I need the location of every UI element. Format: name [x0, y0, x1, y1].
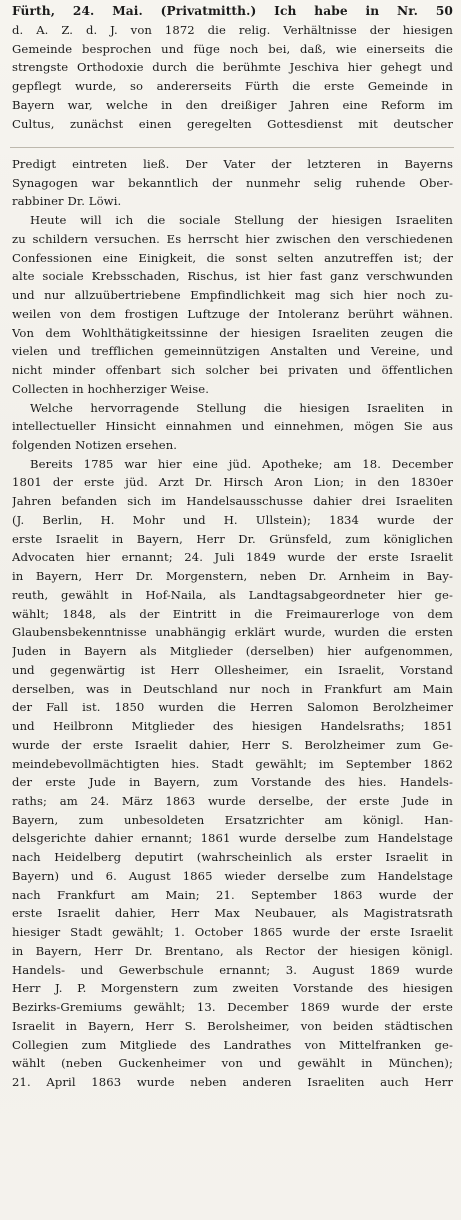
- text-line: nach Heidelberg deputirt (wahrscheinlich als erster Israelit in: [12, 850, 453, 865]
- text-line: Heute will ich die sociale Stellung der hiesigen Israeliten: [30, 213, 453, 228]
- text-line: Collecten in hochherziger Weise.: [12, 381, 209, 396]
- text-line: gepflegt wurde, so andererseits Fürth die erste Gemeinde in: [12, 79, 453, 93]
- text-line: d. A. Z. d. J. von 1872 die relig. Verhältnisse der hiesigen: [12, 22, 453, 37]
- text-line: Handels- und Gewerbschule ernannt; 3. August 1869 wurde: [12, 962, 453, 977]
- text-line: Herr J. P. Morgenstern zum zweiten Vorstande des hiesigen: [12, 981, 453, 996]
- text-line: wurde der erste Israelit dahier, Herr S. Berolzheimer zum Ge-: [12, 737, 453, 752]
- text-line: Gemeinde besprochen und füge noch bei, daß, wie einerseits die: [12, 41, 453, 56]
- text-line: vielen und trefflichen gemeinnützigen Anstalten und Vereine, und: [12, 344, 453, 359]
- text-line: Bereits 1785 war hier eine jüd. Apotheke; am 18. December: [30, 456, 453, 471]
- text-line: weilen von dem frostigen Luftzuge der Intoleranz berührt wähnen.: [12, 306, 453, 321]
- text-line: rabbiner Dr. Löwi.: [12, 194, 122, 209]
- text-line: Synagogen war bekanntlich der nunmehr selig ruhende Ober-: [12, 175, 453, 190]
- text-line: wählt (neben Guckenheimer von und gewählt in München);: [12, 1056, 453, 1071]
- text-line: in Bayern, Herr Dr. Brentano, als Rector der hiesigen königl.: [12, 943, 453, 958]
- text-line: der erste Jude in Bayern, zum Vorstande des hies. Handels-: [12, 775, 453, 790]
- article-body: [12, 155, 453, 1092]
- text-line: Bayern) und 6. August 1865 wieder derselbe zum Handelstage: [12, 868, 453, 883]
- text-line: erste Israelit dahier, Herr Max Neubauer, als Magistratsrath: [12, 906, 453, 921]
- text-line: delsgerichte dahier ernannt; 1861 wurde derselbe zum Handelstage: [12, 831, 453, 846]
- text-line: Jahren befanden sich im Handelsausschusse dahier drei Israeliten: [12, 494, 453, 509]
- text-line: (J. Berlin, H. Mohr und H. Ullstein); 1834 wurde der: [12, 512, 453, 527]
- text-line: zu schildern versuchen. Es herrscht hier zwischen den verschiedenen: [12, 231, 453, 246]
- text-line: und nur allzuübertriebene Empfindlichkeit mag sich hier noch zu-: [12, 288, 453, 303]
- text-line: Cultus, zunächst einen geregelten Gottesdienst mit deutscher: [12, 116, 453, 131]
- text-line: 1801 der erste jüd. Arzt Dr. Hirsch Aron Lion; in den 1830er: [12, 475, 453, 490]
- text-line: Welche hervorragende Stellung die hiesigen Israeliten in: [30, 400, 453, 415]
- text-line: erste Israelit in Bayern, Herr Dr. Grünsfeld, zum königlichen: [12, 531, 453, 546]
- text-line: meindebevollmächtigten hies. Stadt gewählt; im September 1862: [12, 756, 453, 771]
- text-line: reuth, gewählt in Hof-Naila, als Landtagsabgeordneter hier ge-: [12, 587, 453, 602]
- article-dateline: Fürth, 24. Mai. (Privatmitth.) Ich habe in Nr. 50: [12, 4, 453, 18]
- text-line: derselben, was in Deutschland nur noch in Frankfurt am Main: [12, 681, 453, 696]
- text-line: strengste Orthodoxie durch die berühmte Jeschiva hier gehegt und: [12, 60, 453, 75]
- text-line: raths; am 24. März 1863 wurde derselbe, der erste Jude in: [12, 793, 453, 808]
- text-line: Bezirks-Gremiums gewählt; 13. December 1869 wurde der erste: [12, 1000, 453, 1015]
- text-line: und gegenwärtig ist Herr Ollesheimer, ein Israelit, Vorstand: [12, 662, 453, 677]
- text-line: nicht minder offenbart sich solcher bei privaten und öffentlichen: [12, 363, 453, 378]
- text-line: in Bayern, Herr Dr. Morgenstern, neben Dr. Arnheim in Bay-: [12, 569, 453, 584]
- text-line: alte sociale Krebsschaden, Rischus, ist hier fast ganz verschwunden: [12, 269, 453, 284]
- text-line: Glaubensbekenntnisse unabhängig erklärt wurde, wurden die ersten: [12, 625, 453, 640]
- text-line: und Heilbronn Mitglieder des hiesigen Handelsraths; 1851: [12, 719, 453, 734]
- text-line: Juden in Bayern als Mitglieder (derselben) hier aufgenommen,: [12, 644, 453, 659]
- text-line: Bayern war, welche in den dreißiger Jahren eine Reform im: [12, 97, 453, 112]
- text-line: Von dem Wohlthätigkeitssinne der hiesigen Israeliten zeugen die: [12, 325, 453, 340]
- text-line: Predigt eintreten ließ. Der Vater der letzteren in Bayerns: [12, 157, 453, 171]
- text-line: Collegien zum Mitgliede des Landrathes von Mittelfranken ge-: [12, 1037, 453, 1052]
- text-line: Bayern, zum unbesoldeten Ersatzrichter am königl. Han-: [12, 812, 453, 827]
- text-line: der Fall ist. 1850 wurden die Herren Salomon Berolzheimer: [12, 700, 453, 715]
- text-line: wählt; 1848, als der Eintritt in die Freimaurerloge von dem: [12, 606, 453, 621]
- article-intro-paragraph: [12, 2, 453, 133]
- text-line: 21. April 1863 wurde neben anderen Israeliten auch Herr: [12, 1074, 453, 1089]
- text-line: Israelit in Bayern, Herr S. Berolsheimer, von beiden städtischen: [12, 1018, 453, 1033]
- text-line: folgenden Notizen ersehen.: [12, 438, 178, 453]
- text-line: intellectueller Hinsicht einnahmen und einnehmen, mögen Sie aus: [12, 419, 453, 434]
- text-line: Confessionen eine Einigkeit, die sonst selten anzutreffen ist; der: [12, 250, 453, 265]
- column-divider: [10, 147, 454, 148]
- text-line: Advocaten hier ernannt; 24. Juli 1849 wurde der erste Israelit: [12, 550, 453, 565]
- text-line: hiesiger Stadt gewählt; 1. October 1865 wurde der erste Israelit: [12, 925, 453, 940]
- text-line: nach Frankfurt am Main; 21. September 1863 wurde der: [12, 887, 453, 902]
